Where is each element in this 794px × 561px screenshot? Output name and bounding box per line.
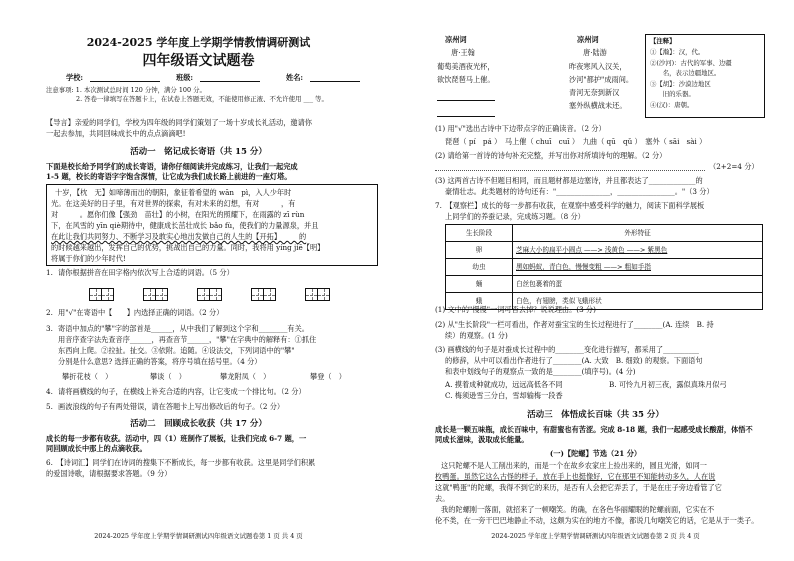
tianzige-group-3[interactable] — [198, 286, 222, 305]
school-field[interactable] — [90, 81, 160, 82]
intro-1: 【导言】亲爱的同学们，学校为四年级的同学们策划了一场十岁成长礼活动，邀请你 — [46, 118, 312, 127]
passage-line: 对 。愿你们像【强劲 苗壮】的小树，在阳光的照耀下，在雨露的 zī rùn — [51, 210, 305, 219]
class-label: 班级: — [176, 73, 194, 82]
rq2-answer-line[interactable] — [435, 170, 705, 171]
note-line: ④(汉)：唐朝。 — [650, 101, 694, 109]
passage-line: 将属于你们的少年时代! — [51, 254, 126, 263]
q7-3-line-1: (3) 画横线的句子是对蚕成长过程中的________变化进行描写，都采用了__________ — [435, 345, 700, 354]
exam-title: 2024-2025 学年度上学期学情教情调研测试 — [86, 36, 311, 49]
poem1-line: 欲饮琵琶马上催。 — [437, 75, 495, 84]
q3-option-3[interactable]: 攀龙附凤（ ） — [220, 372, 271, 381]
rq3-line-1: (3) 这两首古诗不但题目相同，而且题材都是边塞诗，并且都表达了_____________的 — [435, 176, 703, 185]
activity1-desc-1: 下面是校长给予同学们的成长寄语，请你仔细阅读并完成练习，让我们一起完成 — [46, 162, 298, 171]
passage-line: 光。在这美好的日子里，有对世界的探索，有对未来的幻想，有对 ，有 — [51, 199, 296, 208]
rq2-body: 请给第一首诗的诗句补充完整，并写出你对所填诗句的理解。（2 分） — [447, 151, 667, 160]
table-row — [446, 242, 763, 259]
rq1-no: (1) — [435, 124, 446, 133]
q3-option-2[interactable]: 攀谈（ ） — [150, 372, 186, 381]
notice-1: 注意事项: 1. 本次测试总时间 120 分钟，满分 100 分。 — [46, 86, 206, 94]
table-row — [446, 276, 763, 293]
footer-right: 2024-2025 学年度上学期学情调研测试四年级语文试题卷第 2 页 共 4 页 — [491, 532, 700, 540]
table-cell-stage: 卵 — [446, 242, 513, 259]
note-line: ③【胡】：沙漠边地区 — [650, 80, 711, 88]
poem2-line: 昨夜寒风入汉关， — [569, 62, 627, 71]
q6-text-1: 6. 【诗词汇】同学们在诗词的搜集下不断成长，每一步都有收获。这里是同学们积累 — [46, 458, 316, 467]
note-line: 名，表示边疆地区。 — [650, 69, 721, 77]
poem1-blank-1[interactable] — [437, 100, 495, 101]
poem1-author: 唐·王翰 — [451, 48, 475, 57]
q3-text-4: 分别是什么意思? 选择正确的答案，将序号填在括号里。（4 分） — [58, 357, 262, 366]
table-cell-feature: 白色，有翅膀，类似飞蛾形状 — [513, 293, 763, 310]
poem1-title: 凉州词 — [445, 35, 467, 44]
poem2-author: 唐·陆游 — [583, 48, 607, 57]
rq2-no: (2) — [435, 151, 446, 160]
q2-no: 2. — [46, 308, 53, 317]
q3-option-1[interactable]: 攀折花枝（ ） — [62, 372, 113, 381]
q4-text: 请将画横线的句子，在横线上补充合适的内容，让它变成一个排比句。（2 分） — [58, 387, 306, 396]
name-label: 姓名: — [286, 73, 304, 82]
note-line: ②(沙河)：古代的军事、边疆 — [650, 59, 732, 67]
rq2-score: （2+2=4 分） — [709, 162, 759, 171]
q7-3-option-a[interactable]: A. 摸着成种就成功，远远高低各不同 — [445, 380, 563, 389]
tianzige-group-5[interactable] — [306, 286, 330, 305]
intro-2: 一起去参加，共同回味成长中的点点滴滴吧! — [46, 129, 186, 138]
reading-line: 这就"鸭蛋"的陀螺，我得不到它的来历，是否有人会把它弄丢了，于是在庄子旁边看管了它 — [435, 483, 722, 492]
q7-line-1: 7. 【观察栏】成长的每一步都有收获，在观察中感受科学的魅力，阅读下面科学展板 — [435, 201, 705, 210]
passage-line: 十岁，【枕 无】如啼薄而出的朝阳，象征着希望的 wān pì，入人少年时 — [55, 188, 292, 197]
note-line: 旧的乐器。 — [650, 90, 695, 98]
rq2-text — [435, 151, 765, 161]
q3-no: 3. — [46, 324, 53, 333]
tianzige-group-1[interactable] — [90, 286, 114, 305]
q3-text-3: 东西向上爬。②拉扯。扯交。③依附。追随。④设法交，下列词语中的"攀" — [58, 346, 295, 355]
q5-no: 5. — [46, 402, 53, 411]
activity1-heading: 活动一 铭记成长寄语（共 15 分） — [130, 147, 267, 157]
notes-box — [645, 34, 765, 118]
q7-3-option-c[interactable]: C. 梅须逊雪三分白，雪却输梅一段香 — [445, 391, 563, 400]
notes-title: 【注释】 — [650, 37, 676, 45]
q3-option-4[interactable]: 攀登（ ） — [310, 372, 346, 381]
table-cell-stage: 蛹 — [446, 276, 513, 293]
q5-text: 画波浪线的句子有两处错误，请在答题卡上写出修改后的句子。（2 分） — [58, 402, 285, 411]
table-cell-feature: 黑如蚂蚁，青白色，慢慢变粗 ——> 粗如手指 — [513, 259, 763, 276]
rq1-text — [435, 124, 765, 134]
q3-text-2: 用音序查字法先查音序______，再查音节______，"攀"在字典中的解释有：①抓住 — [58, 335, 317, 344]
table-cell-feature: 白丝包裹着的蛋 — [513, 276, 763, 293]
poem2-line: 塞外纵横战未还。 — [569, 101, 627, 110]
reading-line: 去。 — [435, 494, 450, 503]
notice-2: 2. 答卷一律填写在答题卡上，在试卷上答题无效，不能使用修正液、不允许使用 ___ 等。 — [76, 95, 328, 103]
q7-3-line-3: 和表中划线句子的观察点一致的是________(填序号)。(4 分) — [445, 367, 636, 376]
reading-title: (一)【陀螺】节选（21 分） — [549, 449, 642, 458]
table-row — [446, 259, 763, 276]
activity3-desc-1: 成长是一颗五味瓶，成长百味中，有甜蜜也有苦涩。完成 8-18 题，我们一起感受成长酸甜，体悟不 — [435, 425, 753, 434]
q7-2-line-2: 续）的观察。(1 分) — [445, 331, 508, 340]
table-header-cell: 外形特征 — [513, 225, 763, 242]
table-cell-stage: 幼虫 — [446, 259, 513, 276]
activity1-desc-2: 1-5 题，校长的寄语字字饱含深情，让它成为我们成长路上前进的一座灯塔。 — [46, 172, 292, 181]
tianzige-group-4[interactable] — [252, 286, 276, 305]
q1-text: 请你根据拼音在田字格内依次写上合适的词语。（5 分） — [58, 268, 234, 277]
reading-line: 伦不类，在一旁干巴巴地静止不动，这颇为实在的地方不像，都说几句嘲笑它的话，它是从于一类子。 — [435, 516, 759, 525]
school-label: 学校: — [66, 73, 84, 82]
poem2-line: 沙河"都护"成雨间。 — [569, 75, 634, 84]
passage-line: 的时候越来越出，发挥自己的优势，挑战出自己的力量。同时，我将用 yíng jiē【明】 — [51, 243, 325, 252]
page-right — [397, 0, 794, 561]
exam-subtitle: 四年级语文试题卷 — [142, 53, 255, 69]
table-cell-feature: 芝麻大小的扁平小圆点 ——> 浅黄色 ——> 紫黑色 — [513, 242, 763, 259]
poem1-line: 葡萄美酒夜光杯， — [437, 62, 495, 71]
silkworm-table — [445, 224, 763, 310]
poem2-title: 凉州词 — [577, 35, 599, 44]
class-field[interactable] — [200, 81, 260, 82]
table-header-row — [446, 225, 763, 242]
q7-3-option-b[interactable]: B. 可怜九月初三夜，露似真珠月似弓 — [609, 380, 727, 389]
activity2-desc-2: 同回顾成长中那上的点滴收获。 — [46, 444, 147, 453]
poem1-blank-2[interactable] — [437, 116, 495, 117]
reading-line: 这只陀螺不是人工削出来的，而是一个在故乡农家庄上捡出来的，圆且光滑，如同一 — [441, 461, 707, 470]
reading-line: 我的陀螺刚一落面，就招来了一顿嘲笑。的确，在各色华丽耀眼的陀螺前面，它实在不 — [441, 505, 715, 514]
q7-2-line-1: (2) 从"生长阶段"一栏可看出，作者对蚕宝宝的生长过程进行了________(A. 连续 B. 持 — [435, 320, 714, 329]
activity2-desc-1: 成长的每一步都有收获。活动中，四（1）班制作了展板，让我们完成 6-7 题，一 — [46, 434, 307, 443]
name-field[interactable] — [310, 81, 360, 82]
reading-line-underlined: 枚鸭蛋。虽然它这么古怪的样子，放在手上也挺像好，它在那里不知能转动多久，人在说 — [435, 472, 716, 481]
tianzige-group-2[interactable] — [144, 286, 168, 305]
activity3-desc-2: 同成长滋味，汲取成长能量。 — [435, 435, 529, 444]
rq1-options[interactable]: 琵琶（ pí pá ） 马上催（ chuī cuī ） 九曲（ qū qǔ ） 塞外（ sāi sài ） — [445, 137, 707, 146]
q7-3-line-2: 的修辞，从中可以看出作者进行了________(A. 大致 B. 细致) 的观察。下面语句 — [445, 356, 703, 365]
rq3-line-2: 豪情壮志。此类题材的诗句还有："_______________，________________。"（3 分） — [445, 187, 714, 196]
table-cell-stage: 蛾 — [446, 293, 513, 310]
passage-line-wavy: 在此让我们共同努力、不断学习及敢实心地出发做自己的人生的【开拓】 的 — [51, 232, 307, 241]
table-header-cell: 生长阶段 — [446, 225, 513, 242]
q6-text-2: 的爱国诗歌，请根据要求答题。（9 分） — [46, 469, 172, 478]
poem2-line: 青河无奈到新汉 — [569, 88, 620, 97]
q4-no: 4. — [46, 387, 53, 396]
activity2-heading: 活动二 回顾成长收获（共 17 分） — [130, 419, 267, 429]
activity3-heading: 活动三 体悟成长百味（共 35 分） — [527, 410, 664, 420]
q7-line-2: 上同学们的养蚕记录，完成练习题。（8 分） — [445, 212, 585, 221]
footer-left: 2024-2025 学年度上学期学情调研测试四年级语文试题卷第 1 页 共 4 页 — [94, 532, 303, 540]
q3-text-1: 寄语中加点的"攀"字的部首是______，从中我们了解到这个字和________有关。 — [58, 324, 309, 333]
q1-no: 1. — [46, 268, 53, 277]
note-line: ①【瀚】：汉，代。 — [650, 48, 705, 56]
q7-1-text: (1) 文中的"慢慢"一词可否去掉？说说理由。(3 分) — [435, 305, 596, 314]
rq1-body: 用"√"选出古诗中下边带点字的正确读音。（2 分） — [447, 124, 606, 133]
passage-box — [46, 184, 378, 266]
q2-text: 用"√"在寄语中【 】内选择正确的词语。（2 分） — [58, 308, 224, 317]
passage-line: 下，在风雪的 yīn qiè期待中，健康成长茁壮成长 bǎo fù，使我们的力量源泉，并且 — [51, 221, 319, 230]
